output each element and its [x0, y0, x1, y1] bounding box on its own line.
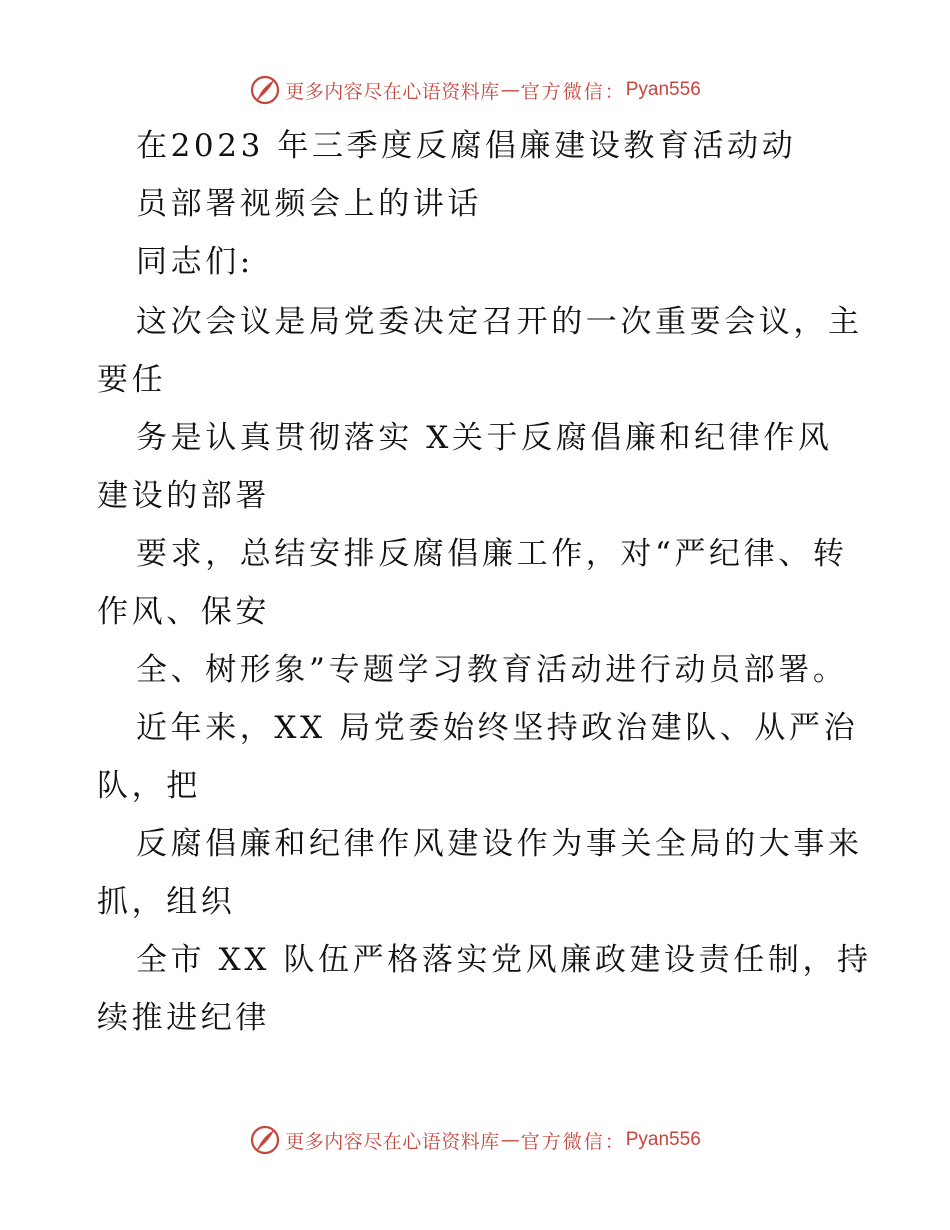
banner-site-name: 更多内容尽在心语资料库: [285, 1130, 500, 1153]
footer-watermark-banner: [0, 1120, 950, 1160]
text-line: 务是认真贯彻落实 X关于反腐倡廉和纪律作风: [136, 420, 833, 456]
text-line: 要任: [97, 362, 167, 398]
text-line: 作风、保安: [97, 594, 270, 630]
header-watermark-banner: [0, 70, 950, 110]
text-line: 续推进纪律: [97, 1000, 270, 1036]
text-line: 这次会议是局党委决定召开的一次重要会议，主: [136, 304, 863, 340]
text-line: 近年来，XX 局党委始终坚持政治建队、从严治: [136, 710, 859, 746]
text-line: 全市 XX 队伍严格落实党风廉政建设责任制，持: [136, 942, 872, 978]
feather-pen-logo-icon: [249, 74, 281, 106]
banner-separator: —: [500, 1129, 520, 1151]
banner-wechat-handle: Pyan556: [625, 79, 701, 100]
title-line-1: 在2023 年三季度反腐倡廉建设教育活动动: [136, 128, 797, 164]
text-line: 建设的部署: [97, 478, 270, 514]
title-line-2: 员部署视频会上的讲话: [136, 186, 482, 222]
banner-site-name: 更多内容尽在心语资料库: [285, 80, 500, 103]
feather-pen-logo-icon: [249, 1124, 281, 1156]
text-line: 抓，组织: [97, 884, 236, 920]
text-line: 全、树形象”专题学习教育活动进行动员部署。: [136, 652, 848, 688]
banner-official-label: 官方微信：: [520, 1130, 626, 1153]
text-line: 要求，总结安排反腐倡廉工作，对“严纪律、转: [136, 536, 848, 572]
salutation: 同志们:: [136, 244, 254, 280]
text-line: 队，把: [97, 768, 201, 804]
banner-official-label: 官方微信：: [520, 80, 626, 103]
banner-separator: —: [500, 79, 520, 101]
banner-wechat-handle: Pyan556: [625, 1129, 701, 1150]
text-line: 反腐倡廉和纪律作风建设作为事关全局的大事来: [136, 826, 863, 862]
